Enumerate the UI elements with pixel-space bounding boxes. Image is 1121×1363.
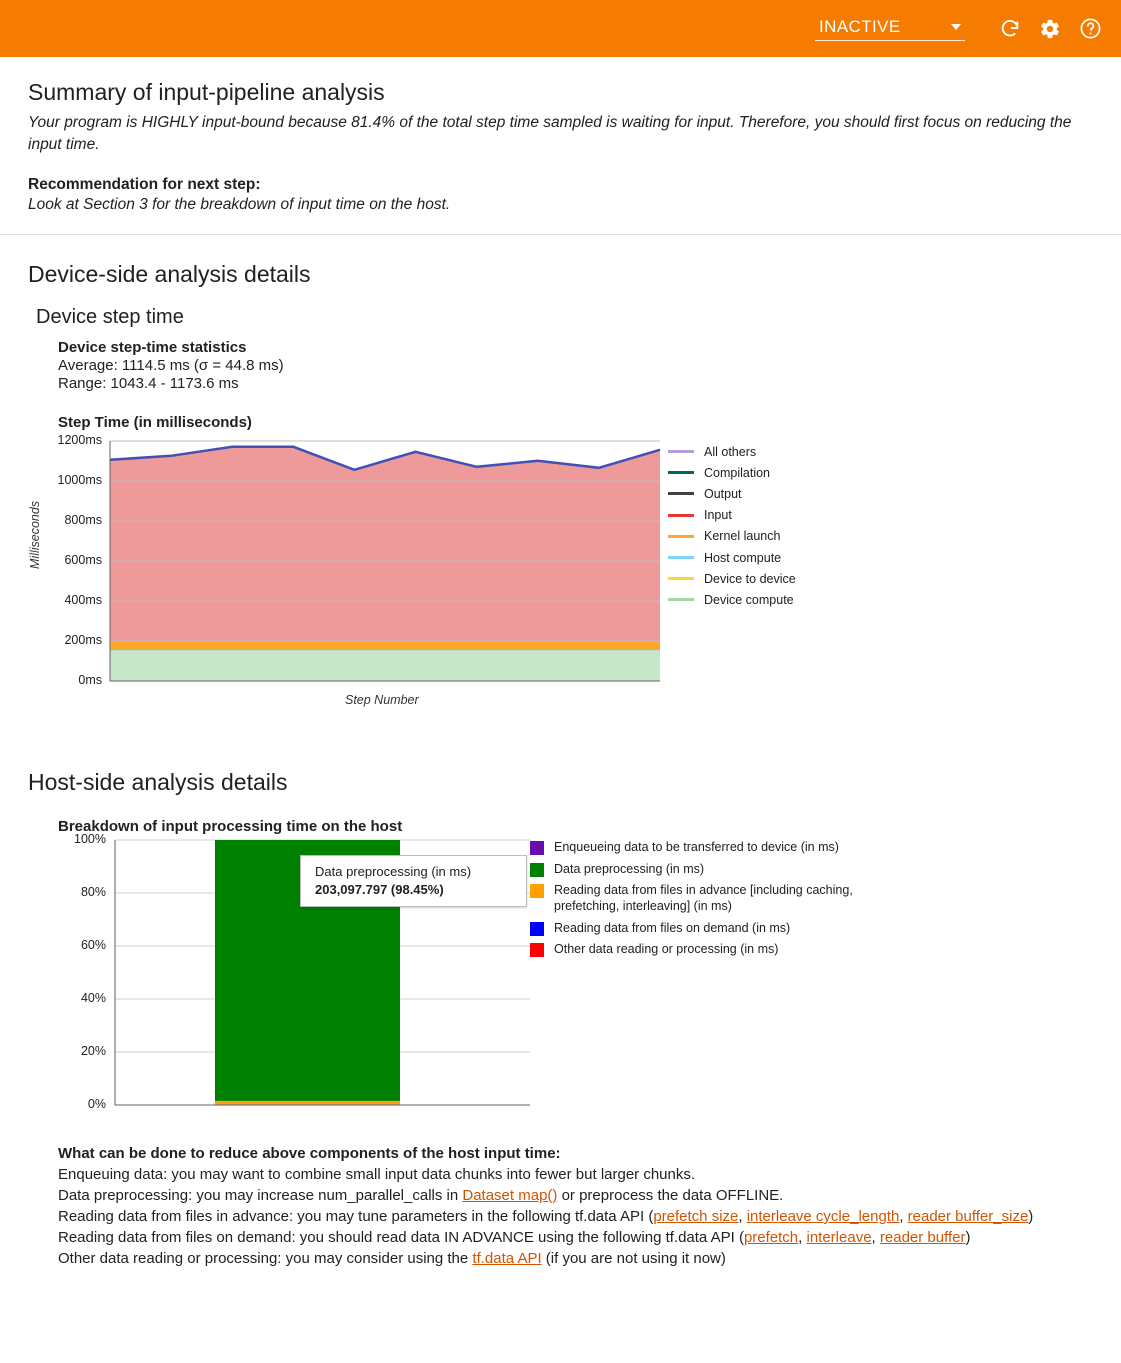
legend-swatch [530,884,544,898]
recommend-advance [58,1206,1098,1227]
legend-item[interactable] [530,921,854,937]
run-selector[interactable] [815,17,965,41]
tooltip-value: 203,097.797 (98.45%) [315,882,444,897]
legend-label: Compilation [704,465,771,480]
sep: , [899,1208,908,1225]
legend-label: All others [704,444,757,459]
device-step-time-title: Device step time [36,306,184,328]
legend-swatch [668,471,694,474]
legend-label: Device compute [704,592,794,607]
summary-section [0,57,1121,235]
legend-swatch [668,598,694,601]
legend-item[interactable] [668,441,796,462]
refresh-icon[interactable] [993,12,1027,46]
device-stats-average: Average: 1114.5 ms (σ = 44.8 ms) [58,357,284,374]
legend-swatch [668,535,694,538]
prefetch-size-link[interactable]: prefetch size [653,1208,739,1225]
recommend-preprocess [58,1185,1098,1206]
area-series [110,642,660,650]
y-tick-label: 60% [80,938,106,952]
legend-swatch [530,863,544,877]
host-breakdown-chart [20,832,1110,1135]
tooltip-label: Data preprocessing (in ms) [315,864,472,879]
host-recommend-header: What can be done to reduce above components of the host input time: [58,1145,561,1162]
help-icon[interactable] [1073,12,1107,46]
legend-item[interactable] [668,462,796,483]
recommend-other-text-b: (if you are not using it now) [541,1250,726,1267]
legend-label: Device to device [704,571,796,586]
legend-label: Reading data from files in advance [including caching, prefetching, interleaving] (in ms) [554,883,853,913]
settings-gear-icon[interactable] [1033,12,1067,46]
legend-swatch [530,943,544,957]
summary-body: Your program is HIGHLY input-bound because 81.4% of the total step time sampled is waiting for input. Therefore, you should first focus on reducing the input time. [28,114,1072,153]
area-series [110,447,660,642]
recommend-enqueue: Enqueuing data: you may want to combine small input data chunks into fewer but larger chunks. [58,1166,696,1183]
step-time-y-axis-label: Milliseconds [28,500,42,569]
area-series [110,651,660,681]
legend-swatch [668,556,694,559]
y-tick-label: 800ms [64,513,102,527]
y-tick-label: 1200ms [57,433,102,447]
recommend-other [58,1248,1098,1269]
host-section-title: Host-side analysis details [28,769,288,795]
tf-data-api-link[interactable]: tf.data API [472,1250,542,1267]
legend-item[interactable] [530,942,854,958]
host-chart-title: Breakdown of input processing time on the host [58,818,403,835]
legend-item[interactable] [530,883,854,914]
interleave-cycle-length-link[interactable]: interleave cycle_length [746,1208,900,1225]
chart-tooltip [300,855,527,907]
step-time-chart [20,431,920,731]
step-time-x-axis-label: Step Number [345,693,419,707]
legend-swatch [668,450,694,453]
sep: , [798,1229,807,1246]
y-tick-label: 1000ms [57,473,102,487]
legend-label: Reading data from files on demand (in ms) [554,920,791,935]
recommend-other-text-a: Other data reading or processing: you may consider using the [58,1250,473,1267]
recommend-demand-text-b: ) [965,1229,971,1246]
device-stats-title: Device step-time statistics [58,339,247,356]
legend-item[interactable] [530,840,854,856]
y-tick-label: 0% [87,1097,106,1111]
legend-item[interactable] [668,483,796,504]
sep: , [738,1208,747,1225]
legend-item[interactable] [668,547,796,568]
recommend-advance-text-a: Reading data from files in advance: you may tune parameters in the following tf.data API ( [58,1208,654,1225]
y-tick-label: 200ms [64,633,102,647]
legend-label: Enqueueing data to be transferred to device (in ms) [554,840,839,854]
host-chart-legend [530,840,854,964]
area-series [110,650,660,651]
step-time-chart-title: Step Time (in milliseconds) [58,414,252,431]
legend-label: Data preprocessing (in ms) [554,861,705,876]
recommend-demand-text-a: Reading data from files on demand: you should read data IN ADVANCE using the following tf.data API ( [58,1229,744,1246]
step-time-legend [668,441,796,611]
legend-label: Host compute [704,550,782,565]
top-toolbar [0,0,1121,57]
reader-buffer-size-link[interactable]: reader buffer_size [907,1208,1029,1225]
bar-segment[interactable] [215,1101,400,1104]
y-tick-label: 600ms [64,553,102,567]
dataset-map-link[interactable]: Dataset map() [462,1187,558,1204]
recommendation-body: Look at Section 3 for the breakdown of input time on the host. [28,196,451,213]
y-tick-label: 100% [74,832,106,846]
recommend-preprocess-text-a: Data preprocessing: you may increase num_parallel_calls in [58,1187,463,1204]
legend-item[interactable] [668,568,796,589]
run-selector-value: INACTIVE [819,16,901,36]
legend-swatch [530,922,544,936]
y-tick-label: 400ms [64,593,102,607]
legend-label: Input [704,508,732,523]
summary-title: Summary of input-pipeline analysis [28,79,385,105]
prefetch-link[interactable]: prefetch [743,1229,799,1246]
y-tick-label: 20% [80,1044,106,1058]
recommend-advance-text-b: ) [1028,1208,1034,1225]
interleave-link[interactable]: interleave [806,1229,872,1246]
device-stats-range: Range: 1043.4 - 1173.6 ms [58,375,239,392]
reader-buffer-link[interactable]: reader buffer [879,1229,966,1246]
recommendation-title: Recommendation for next step: [28,176,261,193]
legend-label: Output [704,486,742,501]
recommend-preprocess-text-b: or preprocess the data OFFLINE. [557,1187,784,1204]
legend-item[interactable] [668,526,796,547]
legend-swatch [668,514,694,517]
host-recommendations [58,1143,1098,1269]
legend-item[interactable] [530,862,854,878]
legend-swatch [530,841,544,855]
device-section-title: Device-side analysis details [28,261,311,287]
legend-item[interactable] [668,505,796,526]
legend-swatch [668,492,694,495]
chevron-down-icon [951,24,961,30]
legend-swatch [668,577,694,580]
legend-item[interactable] [668,589,796,610]
y-tick-label: 80% [80,885,106,899]
sep: , [871,1229,880,1246]
recommend-demand [58,1227,1098,1248]
legend-label: Other data reading or processing (in ms) [554,942,779,957]
legend-label: Kernel launch [704,529,781,544]
y-tick-label: 0ms [78,673,102,687]
y-tick-label: 40% [80,991,106,1005]
